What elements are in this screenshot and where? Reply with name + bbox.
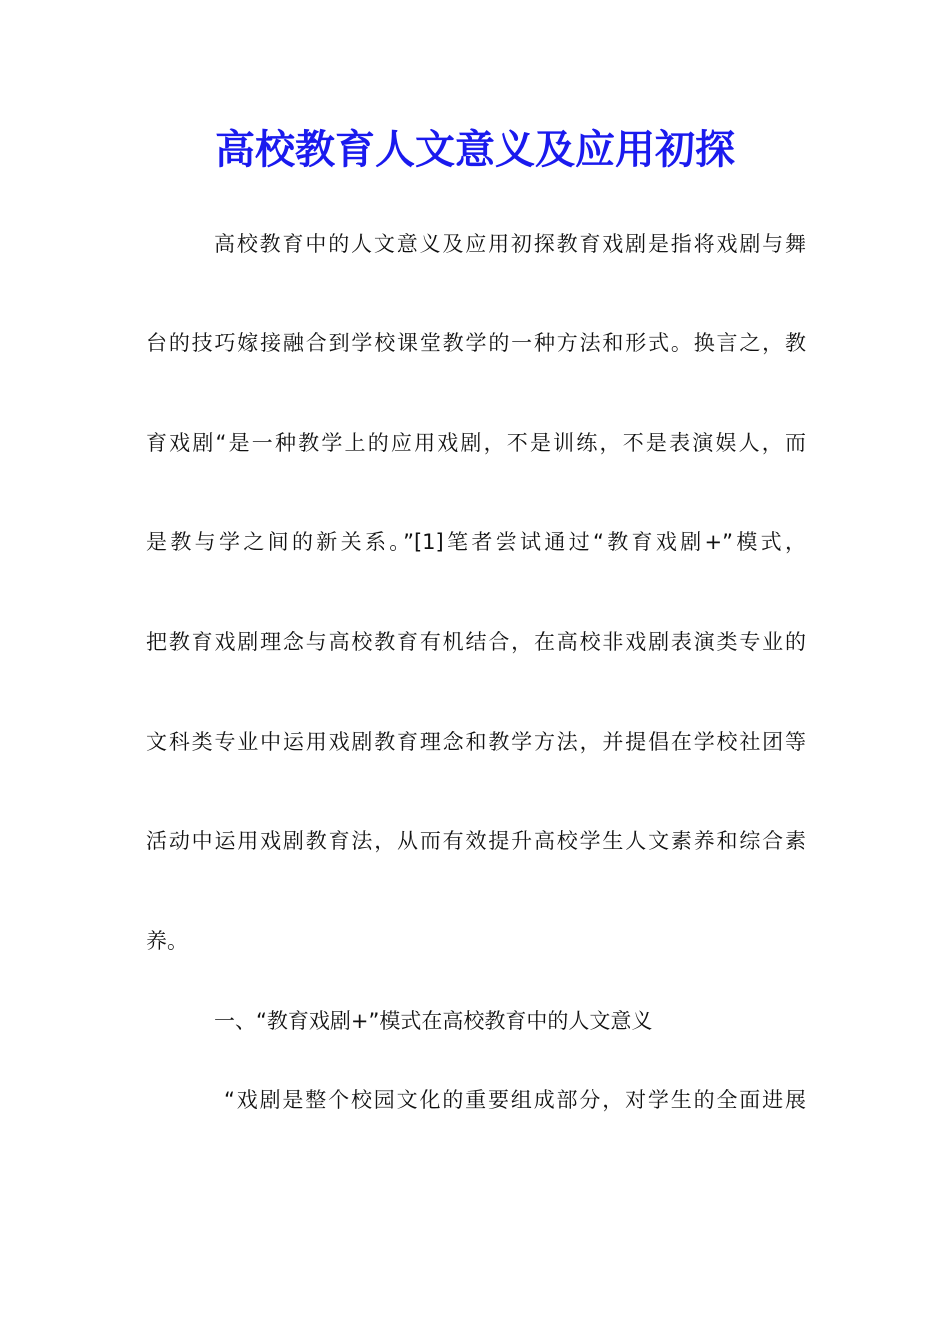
paragraph-line: “戏剧是整个校园文化的重要组成部分，对学生的全面进展: [224, 1088, 806, 1112]
paragraph-line: 活动中运用戏剧教育法，从而有效提升高校学生人文素养和综合素: [146, 829, 806, 853]
paragraph-line: 是教与学之间的新关系。”[1]笔者尝试通过“教育戏剧+”模式，: [146, 530, 806, 554]
paragraph-line: 文科类专业中运用戏剧教育理念和教学方法，并提倡在学校社团等: [146, 730, 806, 754]
paragraph-line: 养。: [146, 929, 188, 953]
paragraph-line: 把教育戏剧理念与高校教育有机结合，在高校非戏剧表演类专业的: [146, 630, 806, 654]
paragraph-line: 高校教育中的人文意义及应用初探教育戏剧是指将戏剧与舞: [214, 232, 806, 256]
section-heading: 一、“教育戏剧+”模式在高校教育中的人文意义: [214, 1009, 653, 1033]
paragraph-line: 育戏剧“是一种教学上的应用戏剧，不是训练，不是表演娱人，而: [146, 431, 806, 455]
document-title: 高校教育人文意义及应用初探: [215, 126, 735, 173]
paragraph-line: 台的技巧嫁接融合到学校课堂教学的一种方法和形式。换言之，教: [146, 331, 806, 355]
